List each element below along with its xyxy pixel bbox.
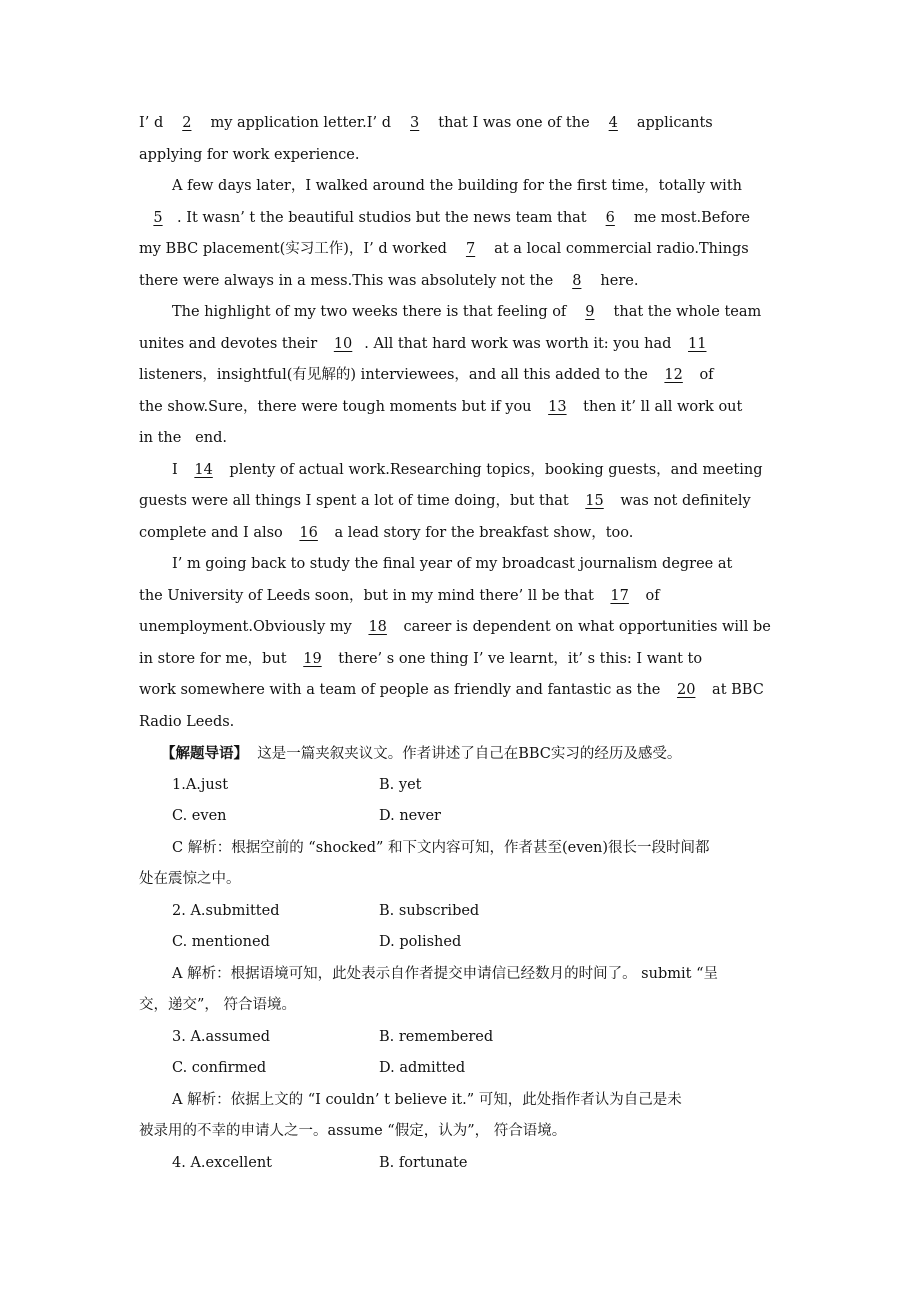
- blank-14: 14: [194, 461, 213, 478]
- guide-line: [139, 738, 839, 770]
- option: 2. A.submitted: [172, 902, 280, 919]
- blank-18: 18: [368, 619, 387, 635]
- options-row: [139, 801, 839, 833]
- text: guests were all things I spent a lot of time doing，but that: [139, 493, 574, 509]
- option: B. remembered: [379, 1028, 494, 1045]
- blank-12: 12: [664, 367, 683, 383]
- blank-9: 9: [585, 304, 595, 320]
- option: C. even: [172, 808, 227, 824]
- options-row: [139, 927, 839, 959]
- analysis-line: A 解析：根据语境可知，此处表示自作者提交申请信已经数月的时间了。 submit “呈: [172, 965, 718, 982]
- option: 1.A.just: [172, 776, 229, 793]
- blank-17: 17: [610, 587, 629, 604]
- analysis-line: C 解析：根据空前的 “shocked” 和下文内容可知，作者甚至(even)很长一段时间都: [172, 839, 710, 856]
- blank-4: 4: [608, 115, 618, 131]
- text: my BBC placement(实习工作)，I’ d worked: [139, 241, 452, 257]
- text: at a local commercial radio.Things: [489, 241, 749, 257]
- passage-line: [139, 675, 839, 707]
- document-content: [139, 108, 839, 1179]
- analysis-line: 被录用的不幸的申请人之一。assume “假定，认为”， 符合语境。: [139, 1123, 567, 1139]
- option: D. never: [379, 808, 441, 824]
- blank-5: 5: [153, 209, 163, 226]
- passage-line: [139, 455, 839, 487]
- text: of: [694, 367, 714, 383]
- option: B. subscribed: [379, 902, 480, 919]
- text: of: [640, 587, 660, 604]
- blank-7: 7: [465, 241, 476, 257]
- blank-19: 19: [303, 650, 322, 667]
- passage-line: [139, 644, 839, 676]
- analysis-line: A 解析：依据上文的 “I couldn’ t believe it.” 可知，此处指作者认为自己是未: [172, 1091, 682, 1108]
- passage-line: [139, 297, 839, 329]
- blank-2: 2: [182, 115, 192, 131]
- text: there were always in a mess.This was absolutely not the: [139, 272, 558, 289]
- text: I: [172, 461, 183, 478]
- blank-20: 20: [676, 682, 696, 698]
- option: 3. A.assumed: [172, 1028, 271, 1045]
- blank-3: 3: [410, 115, 420, 131]
- option: B. fortunate: [379, 1154, 468, 1171]
- passage-line: I’ m going back to study the final year of my broadcast journalism degree at: [172, 556, 733, 572]
- blank-11: 11: [688, 335, 707, 352]
- analysis-line: 处在震惊之中。: [139, 871, 241, 887]
- text: that the whole team: [608, 304, 762, 320]
- guide-tag: 【解题导语】: [161, 745, 248, 762]
- text: listeners，insightful(有见解的) interviewees，and all this added to the: [139, 367, 653, 383]
- text: applicants: [632, 115, 713, 131]
- passage-line: [139, 266, 839, 298]
- text: The highlight of my two weeks there is that feeling of: [172, 304, 571, 320]
- text: me most.Before: [629, 209, 751, 226]
- passage-line: [139, 518, 839, 550]
- text: was not definitely: [615, 493, 751, 509]
- option: C. mentioned: [172, 934, 270, 950]
- passage-line: [139, 392, 839, 424]
- text: career is dependent on what opportunities will be: [398, 619, 771, 635]
- blank-15: 15: [585, 493, 604, 509]
- text: the show.Sure，there were tough moments but if you: [139, 398, 537, 415]
- text: . It wasn’ t the beautiful studios but the news team that: [177, 209, 592, 226]
- options-row: [139, 896, 839, 928]
- text: that I was one of the: [433, 115, 595, 131]
- blank-8: 8: [572, 272, 582, 289]
- analysis-line: 交，递交”， 符合语境。: [139, 997, 297, 1013]
- passage-line: [139, 234, 839, 266]
- blank-10: 10: [333, 335, 353, 352]
- options-row: [139, 770, 839, 802]
- text: complete and I also: [139, 524, 288, 541]
- text: . All that hard work was worth it: you had: [364, 335, 677, 352]
- passage-line: [139, 108, 839, 140]
- text: the University of Leeds soon，but in my mind there’ ll be that: [139, 587, 599, 604]
- passage-line: [139, 329, 839, 361]
- option: D. polished: [379, 934, 462, 950]
- options-row: [139, 1053, 839, 1085]
- blank-16: 16: [299, 524, 318, 541]
- blank-13: 13: [548, 398, 567, 415]
- text: my application letter.I’ d: [205, 115, 396, 131]
- text: there’ s one thing I’ ve learnt，it’ s this: I want to: [333, 650, 703, 667]
- option: B. yet: [379, 776, 422, 793]
- passage-line: [139, 203, 839, 235]
- text: then it’ ll all work out: [578, 398, 743, 415]
- text: unites and devotes their: [139, 335, 322, 352]
- options-row: [139, 1148, 839, 1180]
- blank-6: 6: [605, 209, 615, 226]
- passage-line: [139, 486, 839, 518]
- text: unemployment.Obviously my: [139, 619, 357, 635]
- text: in store for me，but: [139, 650, 292, 667]
- guide-text: 这是一篇夹叙夹议文。作者讲述了自己在BBC实习的经历及感受。: [248, 746, 682, 762]
- text: here.: [595, 272, 639, 289]
- option: 4. A.excellent: [172, 1154, 273, 1171]
- text: plenty of actual work.Researching topics，booking guests，and meeting: [224, 461, 763, 478]
- passage-line: [139, 612, 839, 644]
- passage-line: A few days later，I walked around the building for the first time，totally with: [172, 178, 742, 194]
- options-row: [139, 1022, 839, 1054]
- passage-line: in the end.: [139, 430, 227, 446]
- text: work somewhere with a team of people as friendly and fantastic as the: [139, 682, 665, 698]
- text: I’ d: [139, 115, 168, 131]
- option: C. confirmed: [172, 1060, 267, 1076]
- text: at BBC: [707, 682, 764, 698]
- passage-line: Radio Leeds.: [139, 713, 235, 730]
- passage-line: [139, 581, 839, 613]
- text: a lead story for the breakfast show，too.: [329, 524, 634, 541]
- option: D. admitted: [379, 1060, 466, 1076]
- passage-line: applying for work experience.: [139, 146, 360, 163]
- passage-line: [139, 360, 839, 392]
